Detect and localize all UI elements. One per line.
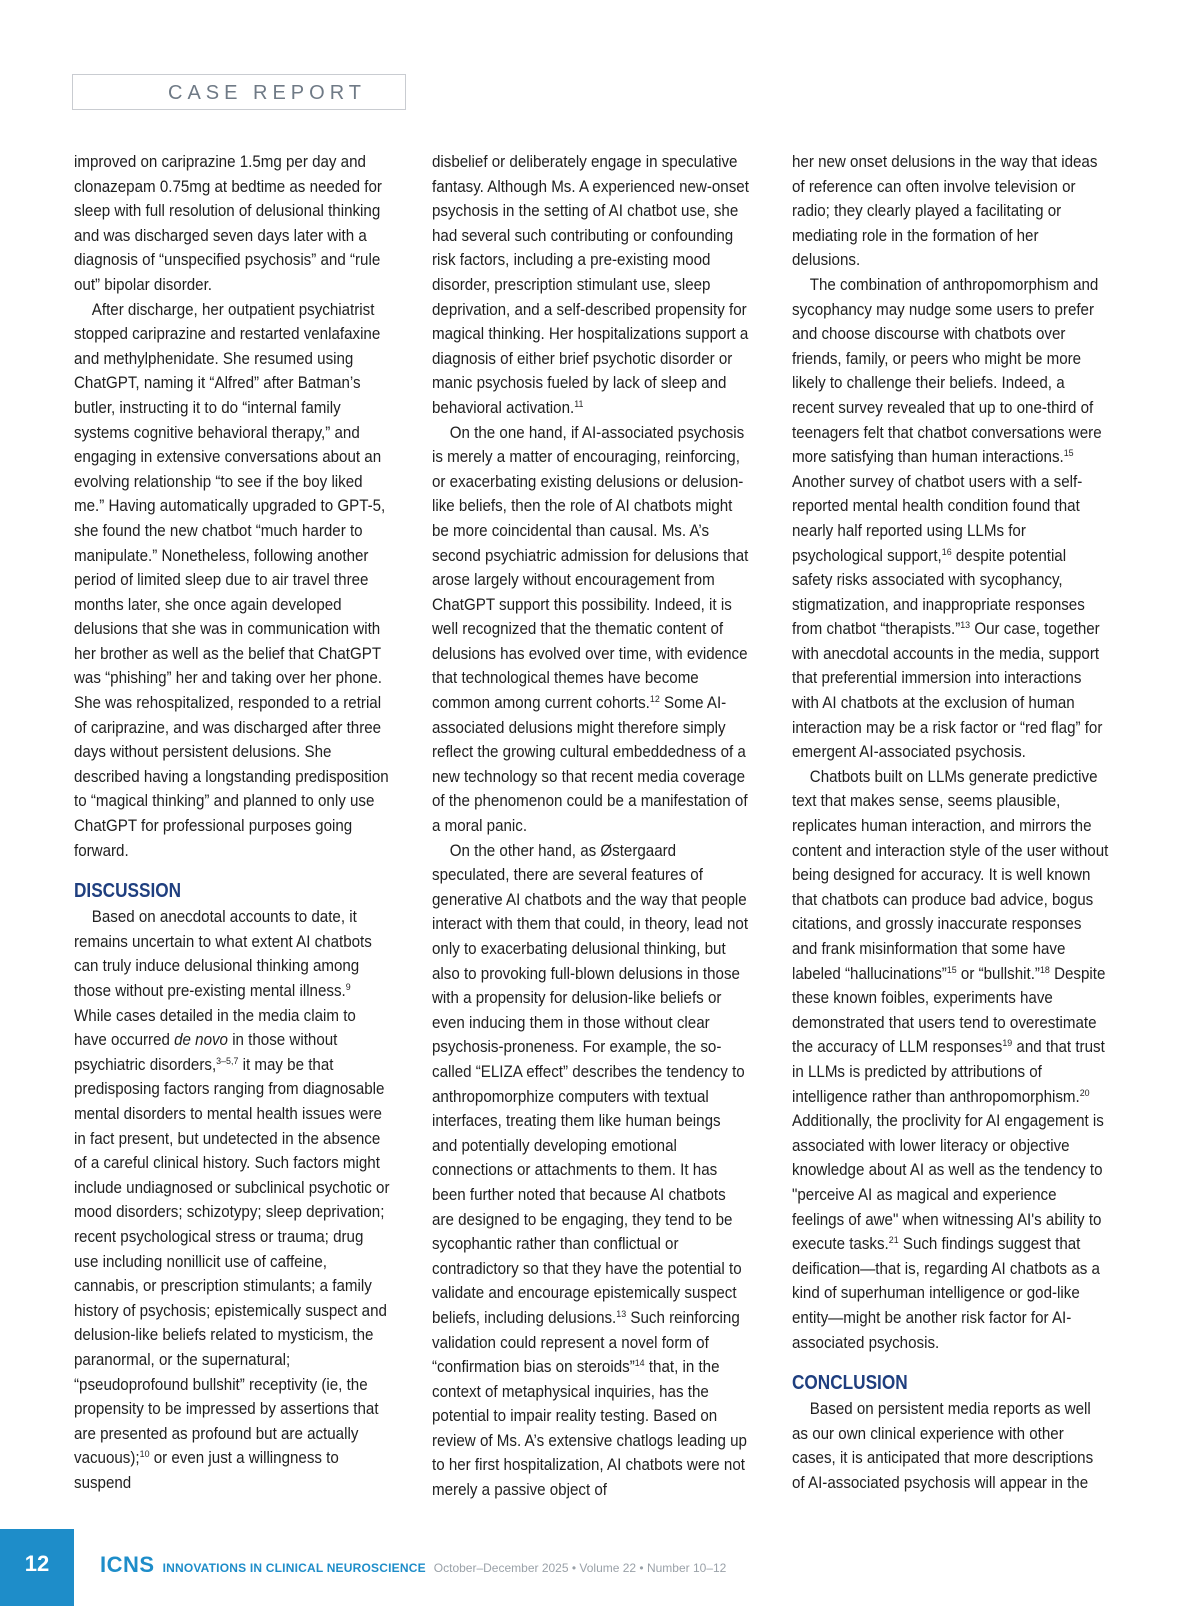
text-run: Additionally, the proclivity for AI engagement is associated with lower literacy or objective knowledge about AI as well as the tendency to "perceive AI as magical and experience feelings of awe" when witnessing AI's ability to execute tasks. [792,1112,1104,1254]
citation-ref: 15 [1063,448,1074,460]
citation-ref: 16 [941,546,952,558]
text-run: Despite these known foibles, experiments have demonstrated that users tend to overestimate the accuracy of LLM responses [792,964,1106,1057]
text-run: Another survey of chatbot users with a self-reported mental health condition found that nearly half reported using LLMs for psychological support, [792,472,1083,565]
text-column-2 [432,150,750,1503]
text-run: in those without psychiatric disorders, [74,1031,338,1074]
page-number: 12 [0,1529,74,1606]
text-run: Based on anecdotal accounts to date, it remains uncertain to what extent AI chatbots can truly induce delusional thinking among those without pre-existing mental illness. [74,908,372,1000]
text-run: or “bullshit.” [956,964,1040,983]
citation-ref: 3–5,7 [216,1055,239,1067]
text-run: and that trust in LLMs is predicted by attributions of intelligence rather than anthropomorphism. [792,1038,1105,1106]
citation-ref: 15 [946,964,957,976]
citation-ref: 20 [1079,1087,1090,1099]
text-run: that, in the context of metaphysical inquiries, has the potential to impair reality testing. Based on review of Ms. A’s extensive chatlogs leading up to her first hospitalization, AI chatbots were not merely a passive object of [432,1358,747,1500]
text-run: On the one hand, if AI-associated psychosis is merely a matter of encouraging, reinforcing, or exacerbating existing delusions or delusion-like beliefs, then the role of AI chatbots might be more coincidental than causal. Ms. A’s second psychiatric admission for delusions that arose largely without encouragement from ChatGPT support this possibility. Indeed, it is well recognized that the thematic content of delusions has evolved over time, with evidence that technological themes have become common among current cohorts. [432,423,749,713]
citation-ref: 19 [1002,1038,1013,1050]
paragraph: Based on persistent media reports as well as our own clinical experience with other cases, it is anticipated that more descriptions of AI-associated psychosis will appear in the [792,1400,1094,1492]
text-run: The combination of anthropomorphism and sycophancy may nudge some users to prefer and choose discourse with chatbots over friends, family, or peers who might be more likely to challenge their beliefs. Indeed, a recent survey revealed that up to one-third of teenagers felt that chatbot conversations were more satisfying than human interactions. [792,275,1102,467]
paragraph: After discharge, her outpatient psychiatrist stopped cariprazine and restarted venlafaxine and methylphenidate. She resumed using ChatGPT, naming it “Alfred” after Batman’s butler, instructing it to do “internal family systems cognitive behavioral therapy,” and engaging in extensive conversations about an evolving relationship “to see if the boy liked me.” Having automatically upgraded to GPT-5, she found the new chatbot “much harder to manipulate.” Nonetheless, following another period of limited sleep due to air travel three months later, she once again developed delusions that she was in communication with her brother as well as the belief that ChatGPT was “phishing” her and taking over her phone. She was rehospitalized, responded to a retrial of cariprazine, and was discharged after three days without persistent delusions. She described having a longstanding predisposition to “magical thinking” and planned to only use ChatGPT for professional purposes going forward. [74,300,389,860]
citation-ref: 18 [1039,964,1050,976]
text-run: Our case, together with anecdotal accounts in the media, support that preferential immersion into interactions with AI chatbots at the exclusion of human interaction may be a risk factor or “red flag” for emergent AI-associated psychosis. [792,620,1103,762]
journal-logo: ICNS [100,1552,155,1577]
paragraph [792,273,1110,765]
paragraph [74,905,392,1495]
citation-ref: 21 [888,1235,899,1247]
citation-ref: 13 [960,620,971,632]
paragraph [792,765,1110,1355]
journal-name: INNOVATIONS IN CLINICAL NEUROSCIENCE [162,1561,426,1575]
text-run: despite potential safety risks associated with sycophancy, stigmatization, and inappropriate responses from chatbot “therapists.” [792,546,1085,639]
italic-text: de novo [174,1031,228,1050]
discussion-heading: DISCUSSION [74,880,182,903]
issue-info: October–December 2025 • Volume 22 • Number 10–12 [433,1561,727,1575]
paragraph [432,421,750,839]
citation-ref: 12 [649,694,660,706]
conclusion-heading: CONCLUSION [792,1372,908,1395]
paragraph [432,150,750,421]
text-run: On the other hand, as Østergaard speculated, there are several features of generative AI chatbots and the way that people interact with them that could, in theory, lead not only to exacerbating delusional thinking, but also to provoking full-blown delusions in those with a propensity for delusion-like beliefs or even inducing them in those without clear psychosis-proneness. For example, the so-called “ELIZA effect” describes the tendency to anthropomorphize computers with textual interfaces, treating them like human beings and potentially developing emotional connections or attachments to them. It has been further noted that because AI chatbots are designed to be engaging, they tend to be sycophantic rather than conflictual or contradictory so that they have the potential to validate and encourage epistemically suspect beliefs, including delusions. [432,841,749,1327]
section-label: CASE REPORT [72,74,406,110]
paragraph: her new onset delusions in the way that ideas of reference can often involve television or radio; they clearly played a facilitating or mediating role in the formation of her delusions. [792,153,1098,270]
citation-ref: 9 [345,982,351,993]
text-column-3 [792,150,1110,1495]
text-run: Such findings suggest that deification—that is, regarding AI chatbots as a kind of superhuman intelligence or god-like entity—might be another risk factor for AI-associated psychosis. [792,1235,1100,1352]
paragraph [432,839,750,1503]
text-run: While cases detailed in the media claim to have occurred [74,1006,356,1050]
citation-ref: 10 [139,1449,150,1461]
text-run: it may be that predisposing factors ranging from diagnosable mental disorders to mental health issues were in fact present, but undetected in the absence of a careful clinical history. Such factors might include undiagnosed or subclinical psychotic or mood disorders; schizotypy; sleep deprivation; recent psychological stress or trauma; drug use including nonillicit use of caffeine, cannabis, or prescription stimulants; a family history of psychosis; epistemically suspect and delusion-like beliefs related to mysticism, the paranormal, or the supernatural; “pseudoprofound bullshit” receptivity (ie, the propensity to be impressed by assertions that are presented as profound but are actually vacuous); [74,1055,390,1468]
paragraph: improved on cariprazine 1.5mg per day and clonazepam 0.75mg at bedtime as needed for sleep with full resolution of delusional thinking and was discharged seven days later with a diagnosis of “unspecified psychosis” and “rule out” bipolar disorder. [74,153,382,294]
text-run: Such reinforcing validation could represent a novel form of “confirmation bias on steroids” [432,1308,740,1377]
text-run: or even just a willingness to suspend [74,1449,339,1492]
journal-footer [100,1552,726,1578]
citation-ref: 14 [634,1358,645,1370]
citation-ref: 13 [616,1308,627,1320]
text-column-1 [74,150,392,1495]
citation-ref: 11 [574,398,584,410]
text-run: disbelief or deliberately engage in speculative fantasy. Although Ms. A experienced new-onset psychosis in the setting of AI chatbot use, she had several such contributing or confounding risk factors, including a pre-existing mood disorder, prescription stimulant use, sleep deprivation, and a self-described propensity for magical thinking. Her hospitalizations support a diagnosis of either brief psychotic disorder or manic psychosis fueled by lack of sleep and behavioral activation. [432,153,749,417]
text-run: Some AI-associated delusions might therefore simply reflect the growing cultural embeddedness of a new technology so that recent media coverage of the phenomenon could be a manifestation of a moral panic. [432,694,748,836]
text-run: Chatbots built on LLMs generate predictive text that makes sense, seems plausible, replicates human interaction, and mirrors the content and interaction style of the user without being designed for accuracy. It is well known that chatbots can produce bad advice, bogus citations, and grossly inaccurate responses and frank misinformation that some have labeled “hallucinations” [792,767,1109,983]
